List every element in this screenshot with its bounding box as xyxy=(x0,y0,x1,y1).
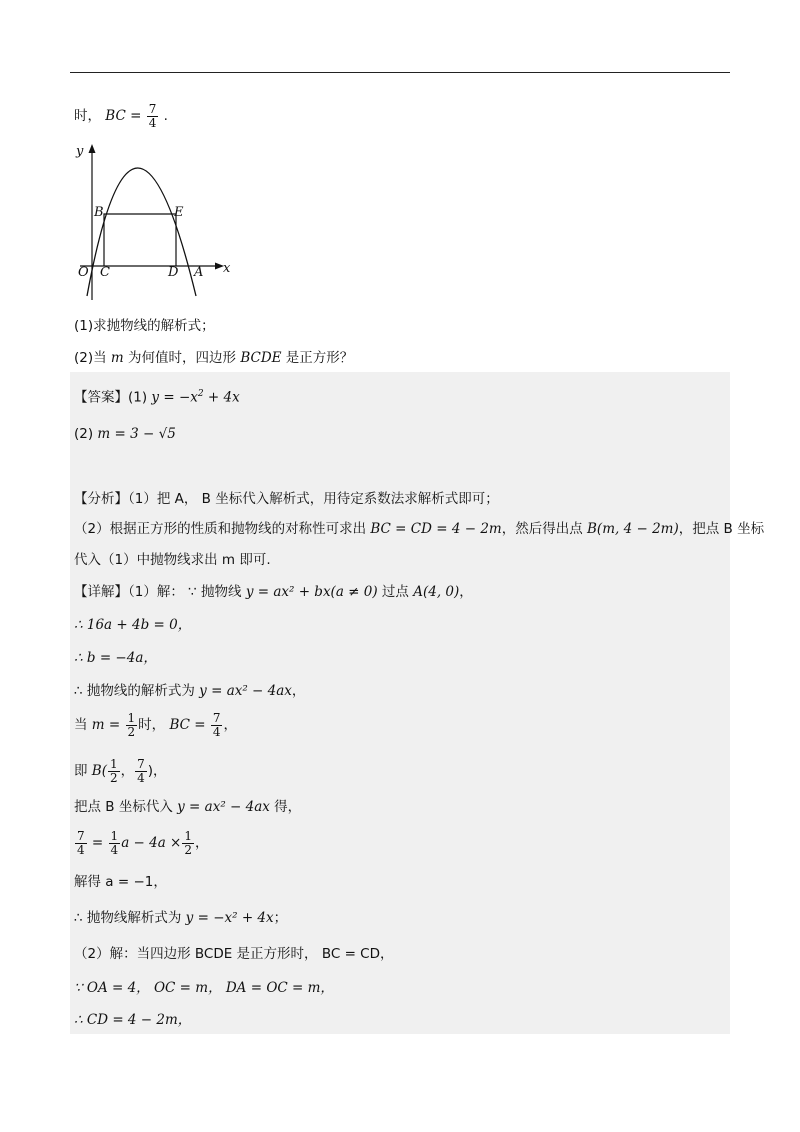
detail-line-1: 【详解】（1）解： ∵ 抛物线 y = ax² + bx(a ≠ 0) 过点 A(4, 0)， xyxy=(74,584,473,600)
top-rule xyxy=(70,72,730,73)
analysis-tag: 【分析】 xyxy=(74,491,128,507)
label-x: x xyxy=(223,261,231,276)
parabola-figure xyxy=(72,140,242,302)
label-e: E xyxy=(174,205,184,220)
label-y: y xyxy=(76,144,84,159)
detail-line-12: ∵ OA = 4， OC = m， DA = OC = m， xyxy=(74,980,334,996)
label-b: B xyxy=(94,205,104,220)
answer-line-1: 【答案】(1) $y = -x^2 + 4x$ xyxy=(74,389,240,406)
fraction: $\frac{1}{2}$ xyxy=(109,757,118,785)
fraction: $\frac{1}{4}$ xyxy=(110,829,119,857)
detail-line-11: （2）解：当四边形 BCDE 是正方形时， BC = CD， xyxy=(74,946,394,962)
label-a: A xyxy=(194,265,204,280)
analysis-line-2: （2）根据正方形的性质和抛物线的对称性可求出 BC = CD = 4 − 2m，然后得出点 B(m, 4 − 2m)，把点 B 坐标 xyxy=(74,521,765,537)
label-c: C xyxy=(100,265,110,280)
label-d: D xyxy=(168,265,179,280)
rectangle-bcde xyxy=(104,214,176,266)
label-o: O xyxy=(78,265,89,280)
fraction: $\frac{7}{4}$ xyxy=(148,102,157,130)
detail-line-6: 即 B( $\frac{1}{2}$ ， $\frac{7}{4}$ )， xyxy=(74,757,167,785)
detail-line-13: ∴ CD = 4 − 2m， xyxy=(74,1012,192,1028)
fraction: $\frac{7}{4}$ xyxy=(77,829,85,857)
analysis-line-3: 代入（1）中抛物线求出 m 即可. xyxy=(74,552,271,568)
detail-line-2: ∴ 16a + 4b = 0， xyxy=(74,617,192,633)
answer-tag: 【答案】 xyxy=(74,389,128,406)
analysis-line-1: 【分析】（1）把 A， B 坐标代入解析式，用待定系数法求解析式即可； xyxy=(74,491,499,507)
detail-line-5: 当 m = $\frac{1}{2}$ 时， BC = $\frac{7}{4}$ ， xyxy=(74,711,237,739)
detail-line-10: ∴ 抛物线解析式为 y = −x² + 4x； xyxy=(74,910,288,926)
header-line: 时， BC = $\frac{7}{4}$ . xyxy=(74,102,168,130)
y-axis-arrow xyxy=(89,144,96,153)
question-2: (2)当 m 为何值时，四边形 BCDE 是正方形？ xyxy=(74,350,354,366)
detail-line-3: ∴ b = −4a， xyxy=(74,650,157,666)
question-1: (1)求抛物线的解析式； xyxy=(74,318,215,334)
fraction: $\frac{7}{4}$ xyxy=(137,757,145,785)
detail-line-4: ∴ 抛物线的解析式为 y = ax² − 4ax， xyxy=(74,683,306,699)
header-prefix: 时， xyxy=(74,108,101,125)
fraction: $\frac{1}{2}$ xyxy=(127,711,136,739)
detail-line-7: 把点 B 坐标代入 y = ax² − 4ax 得， xyxy=(74,799,302,815)
detail-tag: 【详解】 xyxy=(74,584,128,600)
bc-equation: BC = xyxy=(105,108,142,125)
detail-line-9: 解得 a = −1， xyxy=(74,874,167,890)
detail-line-8: $\frac{7}{4}$ = $\frac{1}{4}$ a − 4a × $\frac{1}{2}$ ， xyxy=(77,829,209,857)
fraction: $\frac{1}{2}$ xyxy=(184,829,193,857)
answer-line-2: (2) m = 3 − √5 xyxy=(74,426,176,442)
fraction: $\frac{7}{4}$ xyxy=(212,711,221,739)
solution-block xyxy=(70,372,730,1034)
